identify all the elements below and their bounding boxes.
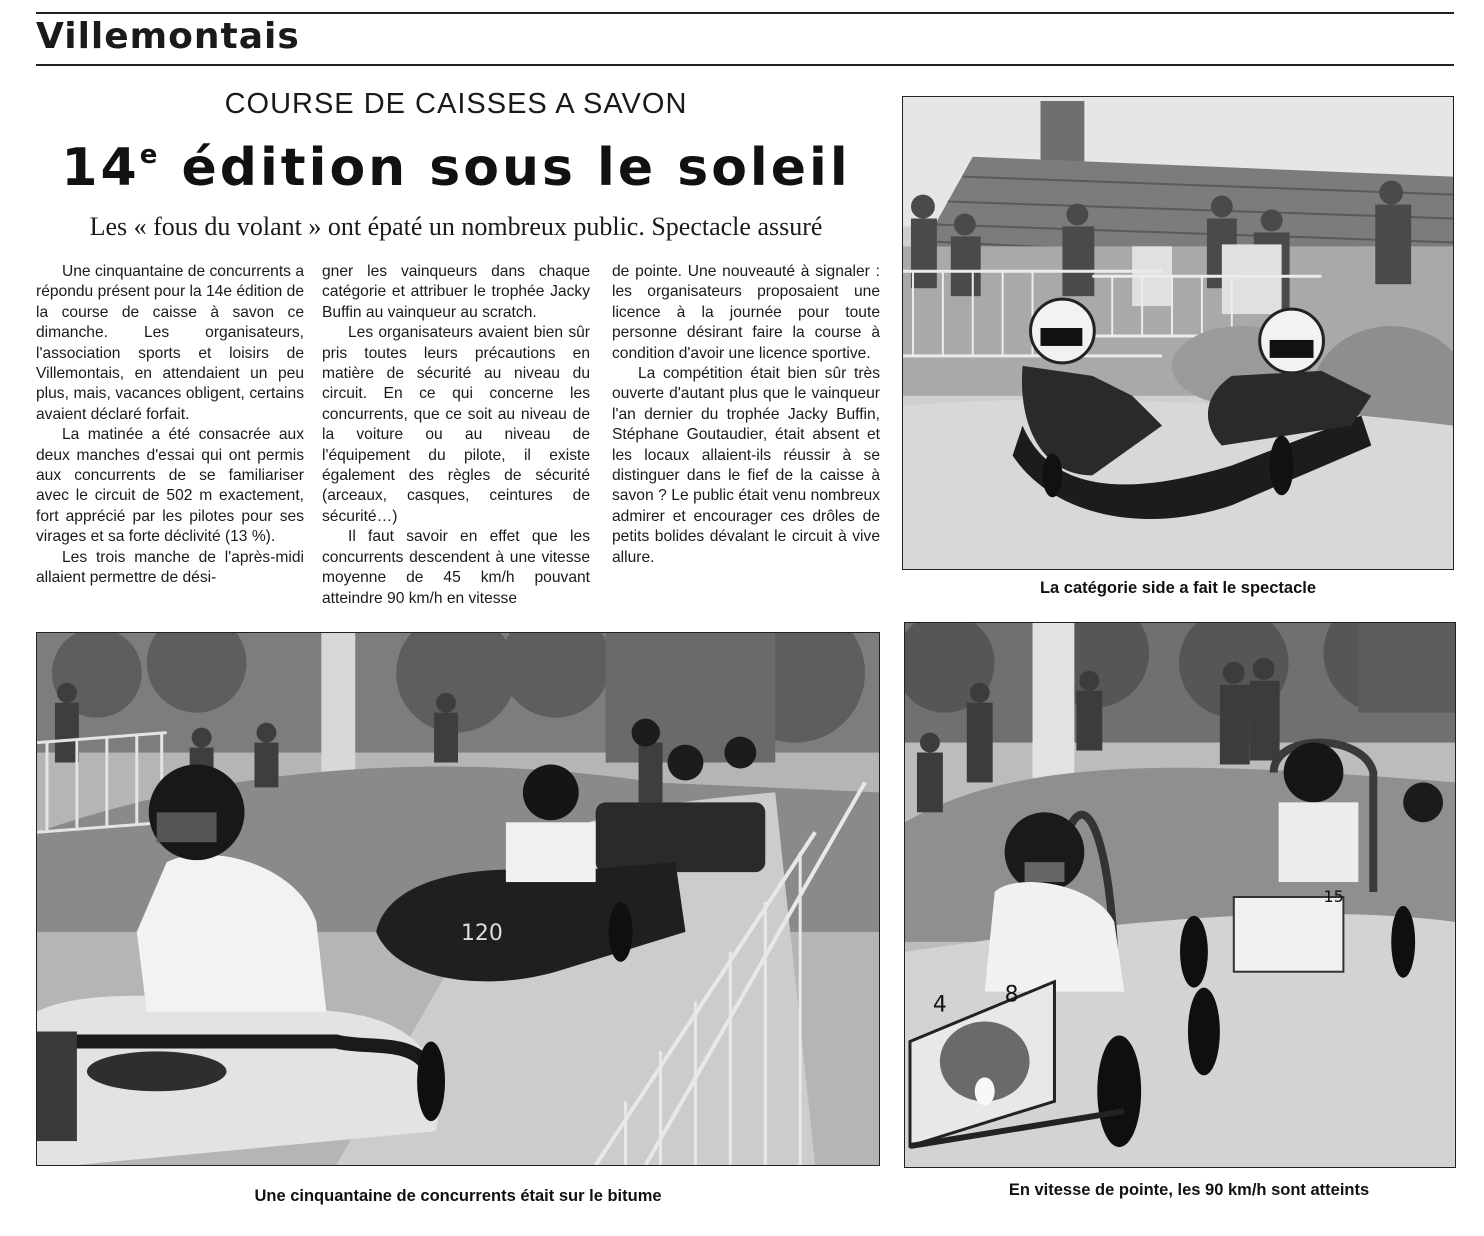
header-rule [36,64,1454,66]
paragraph: Les organisateurs avaient bien sûr pris toutes leurs précautions en matière de sécurité au niveau du circuit. En ce qui concerne les concurrents, que ce soit au niveau de la voiture ou au niveau de l'équipement du pilote, il existe également des règles de sécurité (arceaux, casques, ceintures de sécurité…) [322,324,590,525]
kart-number-48-left: 4 [932,992,947,1018]
article-kicker: COURSE DE CAISSES A SAVON [224,88,688,120]
top-rule [36,12,1454,14]
paragraph: Les trois manche de l'après-midi allaient permettre de dési- [36,548,304,587]
kart-number-120: 120 [460,920,503,946]
headline-text: édition sous le soleil [160,138,851,198]
article-deck: Les « fous du volant » ont épaté un nombreux public. Spectacle assuré [89,212,823,241]
headline-number: 14 [61,138,140,198]
photo-bitume [36,632,880,1166]
town-heading: Villemontais [36,16,300,57]
photo-side-category [902,96,1454,570]
article-column-1 [36,262,304,589]
article-column-3 [612,262,880,568]
article-headline [36,138,876,198]
caption-bitume: Une cinquantaine de concurrents était sur le bitume [254,1187,662,1205]
paragraph: Il faut savoir en effet que les concurrents descendent à une vitesse moyenne de 45 km/h pouvant atteindre 90 km/h en vitesse [322,528,590,607]
paragraph: Une cinquantaine de concurrents a répondu présent pour la 14e édition de la course de caisse à savon ce dimanche. Les organisateurs, l'association sports et loisirs de Villemontais, en attendaient un peu plus, mais, vacances obligent, certains avaient déclaré forfait. [36,263,304,423]
paragraph: La compétition était bien sûr très ouverte d'autant plus que le vainqueur l'an dernier du trophée Jacky Buffin, Stéphane Goutaudier, était absent et les locaux allaient-ils réussir à se distinguer dans le fief de la caisse à savon ? Le public était venu nombreux admirer et encourager ces drôles de petits bolides dévalant le circuit à vive allure. [612,365,880,566]
paragraph: gner les vainqueurs dans chaque catégorie et attribuer le trophée Jacky Buffin au vainqueur au scratch. [322,263,590,321]
caption-side-category: La catégorie side a fait le spectacle [1039,579,1317,597]
headline-superscript: e [139,140,161,170]
kart-number-48-right: 8 [1004,982,1019,1008]
article-column-2 [322,262,590,609]
photo-vitesse [904,622,1456,1168]
caption-vitesse: En vitesse de pointe, les 90 km/h sont atteints [1008,1181,1370,1199]
paragraph: de pointe. Une nouveauté à signaler : les organisateurs proposaient une licence à la journée pour toute personne désirant faire la course à condition d'avoir une licence sportive. [612,263,880,362]
paragraph: La matinée a été consacrée aux deux manches d'essai qui ont permis aux concurrents de se familiariser avec le circuit de 502 m exactement, fort apprécié par les pilotes pour ses virages et sa forte déclivité (13 %). [36,426,304,546]
kart-number-15: 15 [1323,886,1344,906]
